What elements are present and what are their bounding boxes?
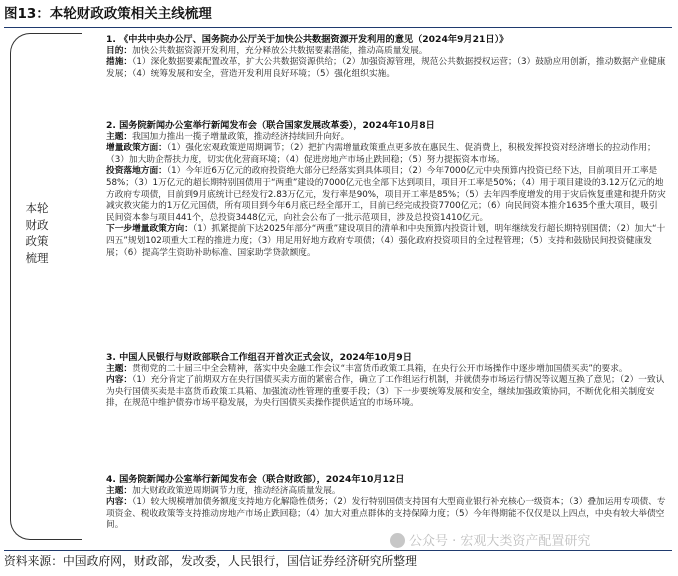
paragraph-text: 我国加力推出一揽子增量政策，推动经济持续回升向好。 [132,131,350,142]
figure-title: 图13：本轮财政政策相关主线梳理 [4,4,672,28]
watermark [390,530,590,549]
paragraph-text: （1）深化数据要素配置改革，扩大公共数据资源供给；（2）加强资源管理，规范公共数据授权运营；（3）鼓励应用创新，推动数据产业健康发展；（4）统筹发展和安全，营造开发利用良好环境；（5）强化组织实施。 [106,57,666,79]
paragraph-label: 增量政策方面： [106,143,167,154]
paragraph [106,497,666,532]
section-3 [106,352,666,410]
paragraph [106,375,666,410]
section-4 [106,474,666,532]
left-bracket [10,33,82,540]
section-title: 2. 国务院新闻办公室举行新闻发布会（联合国家发展改革委），2024年10月8日 [106,120,435,131]
paragraph-text: （1）今年近6万亿元的政府投资绝大部分已经落实到具体项目；（2）今年7000亿元中央预算内投资已经下达，目前项目开工率是58%；（3）1万亿元的超长期特别国债用于“两重”建设的7000亿元也全部下达到项目，项目开工率是50%；（4）用于项目建设的3.12万亿元的地方政府专项债，目前到9月底统计已经发行2.83万亿元，发行率是90%，项目开工率是85%；（5）去年四季度增发的用于灾后恢复重建和提升防灾减灾救灾能力的1万亿元国债，所有项目到今年6月底已经全部开工，目前已经完成投资7700亿元；（6）向民间资本推介1635个重大项目，吸引民间资本参与项目441个，总投资3448亿元，向社会公布了一批示范项目，涉及总投资1410亿元。 [106,166,666,223]
paragraph-text: 加快公共数据资源开发利用，充分释放公共数据要素潜能，推动高质量发展。 [132,45,428,56]
paragraph-text: 贯彻党的二十届三中全会精神，落实中央金融工作会议“丰富货币政策工具箱，在央行公开市场操作中逐步增加国债买卖”的要求。 [132,363,628,374]
paragraph-text: （1）抓紧提前下达2025年部分“两重”建设项目的清单和中央预算内投资计划，明年继续发行超长期特别国债；（2）加大“十四五”规划102项重大工程的推进力度；（3）用足用好地方政府专项债；（4）强化政府投资项目的全过程管理；（5）支持和鼓励民间投资健康发展；（6）提高学生资助补助标准、国家助学贷款额度。 [106,224,666,258]
paragraph [106,364,666,376]
paragraph [106,57,666,80]
paragraph-label: 主题： [106,485,133,496]
paragraph-label: 内容： [106,497,133,508]
section-title: 3. 中国人民银行与财政部联合工作组召开首次正式会议，2024年10月9日 [106,352,412,363]
paragraph-label: 内容： [106,375,133,386]
paragraph-label: 措施： [106,57,133,68]
paragraph [106,486,666,498]
paragraph-text: （1）强化宏观政策逆周期调节；（2）把扩内需增量政策重点更多放在惠民生、促消费上，积极发挥投资对经济增长的拉动作用；（3）加大助企帮扶力度，切实优化营商环境；（4）促进房地产市场止跌回稳；（5）努力提振资本市场。 [106,143,656,165]
paragraph [106,224,666,259]
paragraph [106,143,666,166]
watermark-text: 公众号 · 宏观大类资产配置研究 [409,534,591,549]
paragraph-label: 目的： [106,45,133,56]
side-label: 本轮财政政策梳理 [25,201,49,265]
paragraph-label: 主题： [106,363,133,374]
paragraph-label: 投资落地方面： [106,166,167,177]
section-2 [106,120,666,259]
section-1 [106,34,666,80]
source-note: 资料来源：中国政府网，财政部，发改委，人民银行，国信证券经济研究所整理 [4,550,672,572]
paragraph-label: 主题： [106,131,133,142]
paragraph-label: 下一步增量政策方向： [106,224,193,235]
section-title: 4. 国务院新闻办公室举行新闻发布会（联合财政部），2024年10月12日 [106,474,405,485]
paragraph [106,46,666,58]
wechat-icon [390,533,405,548]
paragraph [106,132,666,144]
paragraph [106,166,666,224]
paragraph-text: （1）充分肯定了前期双方在央行国债买卖方面的紧密合作，确立了工作组运行机制，并就债券市场运行情况等议题互换了意见；（2）一致认为央行国债买卖是丰富货币政策工具箱、加强流动性管理的重要手段；（3）下一步要统筹发展和安全，继续加强政策协同，不断优化相关制度安排，在规范中维护债券市场平稳发展，为央行国债买卖操作提供适宜的市场环境。 [106,375,665,409]
paragraph-text: 加大财政政策逆周期调节力度，推动经济高质量发展。 [132,485,341,496]
section-title: 1. 《中共中央办公厅、国务院办公厅关于加快公共数据资源开发利用的意见（2024年9月21日）》 [106,34,509,45]
paragraph-text: （1）较大规模增加债务额度支持地方化解隐性债务；（2）发行特别国债支持国有大型商业银行补充核心一级资本；（3）叠加运用专项债、专项资金、税收政策等支持推动房地产市场止跌回稳；（4）加大对重点群体的支持保障力度；（5）今年得期能不仅仅是以上四点，中央有较大举债空间。 [106,497,666,531]
